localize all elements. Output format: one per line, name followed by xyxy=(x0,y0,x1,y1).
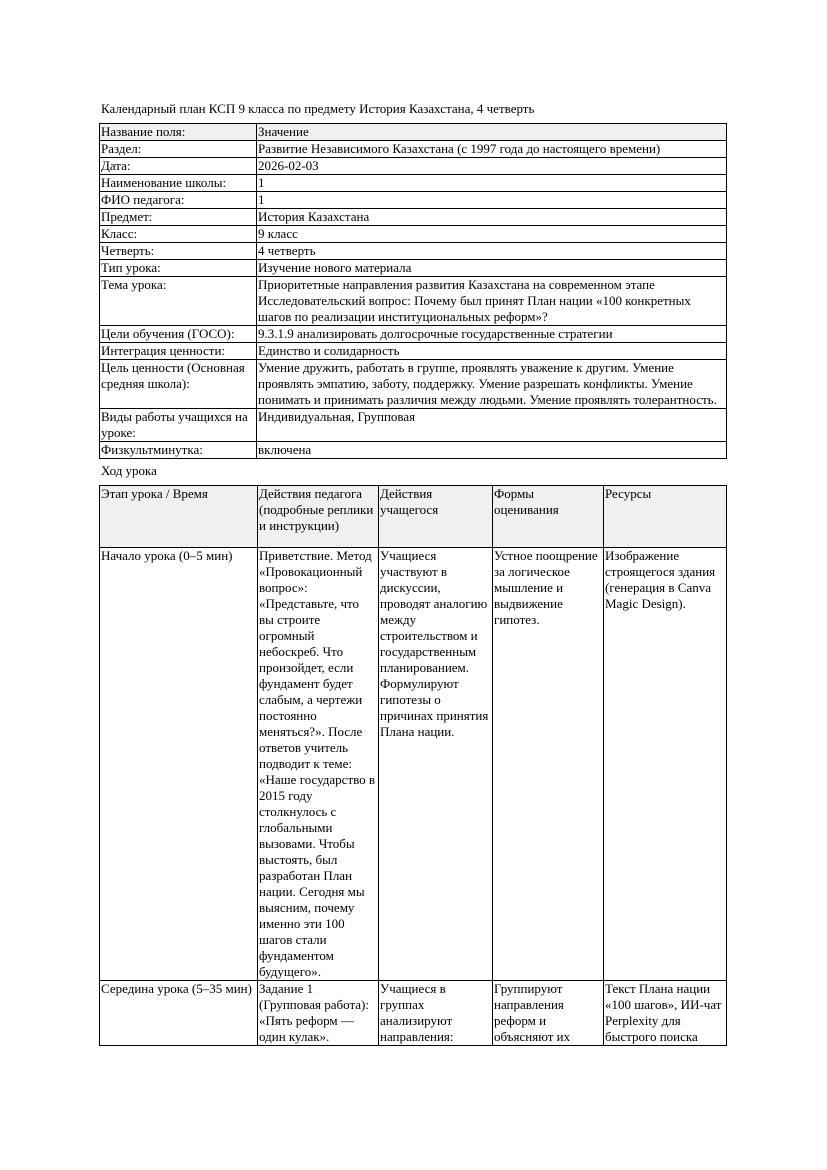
resources-cell: Текст Плана нации «100 шагов», ИИ-чат Perplexity для быстрого поиска xyxy=(604,981,727,1046)
info-row xyxy=(100,158,727,175)
info-row xyxy=(100,124,727,141)
lesson-flow-table xyxy=(99,485,727,1046)
info-row xyxy=(100,409,727,442)
info-row xyxy=(100,343,727,360)
info-field-value: 2026-02-03 xyxy=(257,158,727,175)
stage-cell: Середина урока (5–35 мин) xyxy=(100,981,258,1046)
info-field-label: Наименование школы: xyxy=(100,175,257,192)
info-field-value: 4 четверть xyxy=(257,243,727,260)
info-field-label: Тип урока: xyxy=(100,260,257,277)
info-row xyxy=(100,175,727,192)
header-assessment: Формы оценивания xyxy=(493,486,604,548)
info-row xyxy=(100,442,727,459)
header-student-actions: Действия учащегося xyxy=(379,486,493,548)
info-field-label: Тема урока: xyxy=(100,277,257,326)
info-field-label: Четверть: xyxy=(100,243,257,260)
info-field-value: 9.3.1.9 анализировать долгосрочные государственные стратегии xyxy=(257,326,727,343)
info-field-label: Класс: xyxy=(100,226,257,243)
info-row xyxy=(100,209,727,226)
info-row xyxy=(100,243,727,260)
header-teacher-actions: Действия педагога (подробные реплики и инструкции) xyxy=(258,486,379,548)
info-row xyxy=(100,360,727,409)
info-row xyxy=(100,260,727,277)
info-field-value: 1 xyxy=(257,192,727,209)
info-field-value: Умение дружить, работать в группе, проявлять уважение к другим. Умение проявлять эмпатию, заботу, поддержку. Умение разрешать конфликты. Умение понимать и принимать различия между людьми. Умение проявлять толерантность. xyxy=(257,360,727,409)
lesson-info-table xyxy=(99,123,727,459)
info-field-label: Цели обучения (ГОСО): xyxy=(100,326,257,343)
student-actions-cell: Учащиеся в группах анализируют направления: xyxy=(379,981,493,1046)
info-field-label: Виды работы учащихся на уроке: xyxy=(100,409,257,442)
info-field-value: 1 xyxy=(257,175,727,192)
info-field-label: Интеграция ценности: xyxy=(100,343,257,360)
info-field-value: Изучение нового материала xyxy=(257,260,727,277)
info-field-label: Физкультминутка: xyxy=(100,442,257,459)
lesson-table-header xyxy=(100,486,727,548)
lesson-row xyxy=(100,548,727,981)
info-field-value: Значение xyxy=(257,124,727,141)
header-stage: Этап урока / Время xyxy=(100,486,258,548)
info-row xyxy=(100,277,727,326)
info-field-value: История Казахстана xyxy=(257,209,727,226)
info-field-value: 9 класс xyxy=(257,226,727,243)
header-resources: Ресурсы xyxy=(604,486,727,548)
info-field-label: Цель ценности (Основная средняя школа): xyxy=(100,360,257,409)
info-field-value: Индивидуальная, Групповая xyxy=(257,409,727,442)
info-field-value: включена xyxy=(257,442,727,459)
info-row xyxy=(100,326,727,343)
course-label: Ход урока xyxy=(101,463,157,478)
assessment-cell: Группируют направления реформ и объясняют их xyxy=(493,981,604,1046)
info-row xyxy=(100,226,727,243)
stage-cell: Начало урока (0–5 мин) xyxy=(100,548,258,981)
page-title: Календарный план КСП 9 класса по предмету История Казахстана, 4 четверть xyxy=(101,101,535,116)
info-field-label: Раздел: xyxy=(100,141,257,158)
info-field-label: Название поля: xyxy=(100,124,257,141)
info-field-label: Дата: xyxy=(100,158,257,175)
student-actions-cell: Учащиеся участвуют в дискуссии, проводят аналогию между строительством и государственным планированием. Формулируют гипотезы о причинах принятия Плана нации. xyxy=(379,548,493,981)
teacher-actions-cell: Задание 1 (Групповая работа): «Пять реформ — один кулак». xyxy=(258,981,379,1046)
teacher-actions-cell: Приветствие. Метод «Провокационный вопрос»: «Представьте, что вы строите огромный небоскреб. Что произойдет, если фундамент будет слабым, а чертежи постоянно меняться?». После ответов учитель подводит к теме: «Наше государство в 2015 году столкнулось с глобальными вызовами. Чтобы выстоять, был разработан План нации. Сегодня мы выясним, почему именно эти 100 шагов стали фундаментом будущего». xyxy=(258,548,379,981)
assessment-cell: Устное поощрение за логическое мышление и выдвижение гипотез. xyxy=(493,548,604,981)
info-field-label: ФИО педагога: xyxy=(100,192,257,209)
info-field-value: Приоритетные направления развития Казахстана на современном этапе Исследовательский вопрос: Почему был принят План нации «100 конкретных шагов по реализации институциональных реформ»? xyxy=(257,277,727,326)
info-row xyxy=(100,192,727,209)
lesson-row xyxy=(100,981,727,1046)
info-field-label: Предмет: xyxy=(100,209,257,226)
resources-cell: Изображение строящегося здания (генерация в Canva Magic Design). xyxy=(604,548,727,981)
info-field-value: Единство и солидарность xyxy=(257,343,727,360)
info-row xyxy=(100,141,727,158)
info-field-value: Развитие Независимого Казахстана (с 1997 года до настоящего времени) xyxy=(257,141,727,158)
